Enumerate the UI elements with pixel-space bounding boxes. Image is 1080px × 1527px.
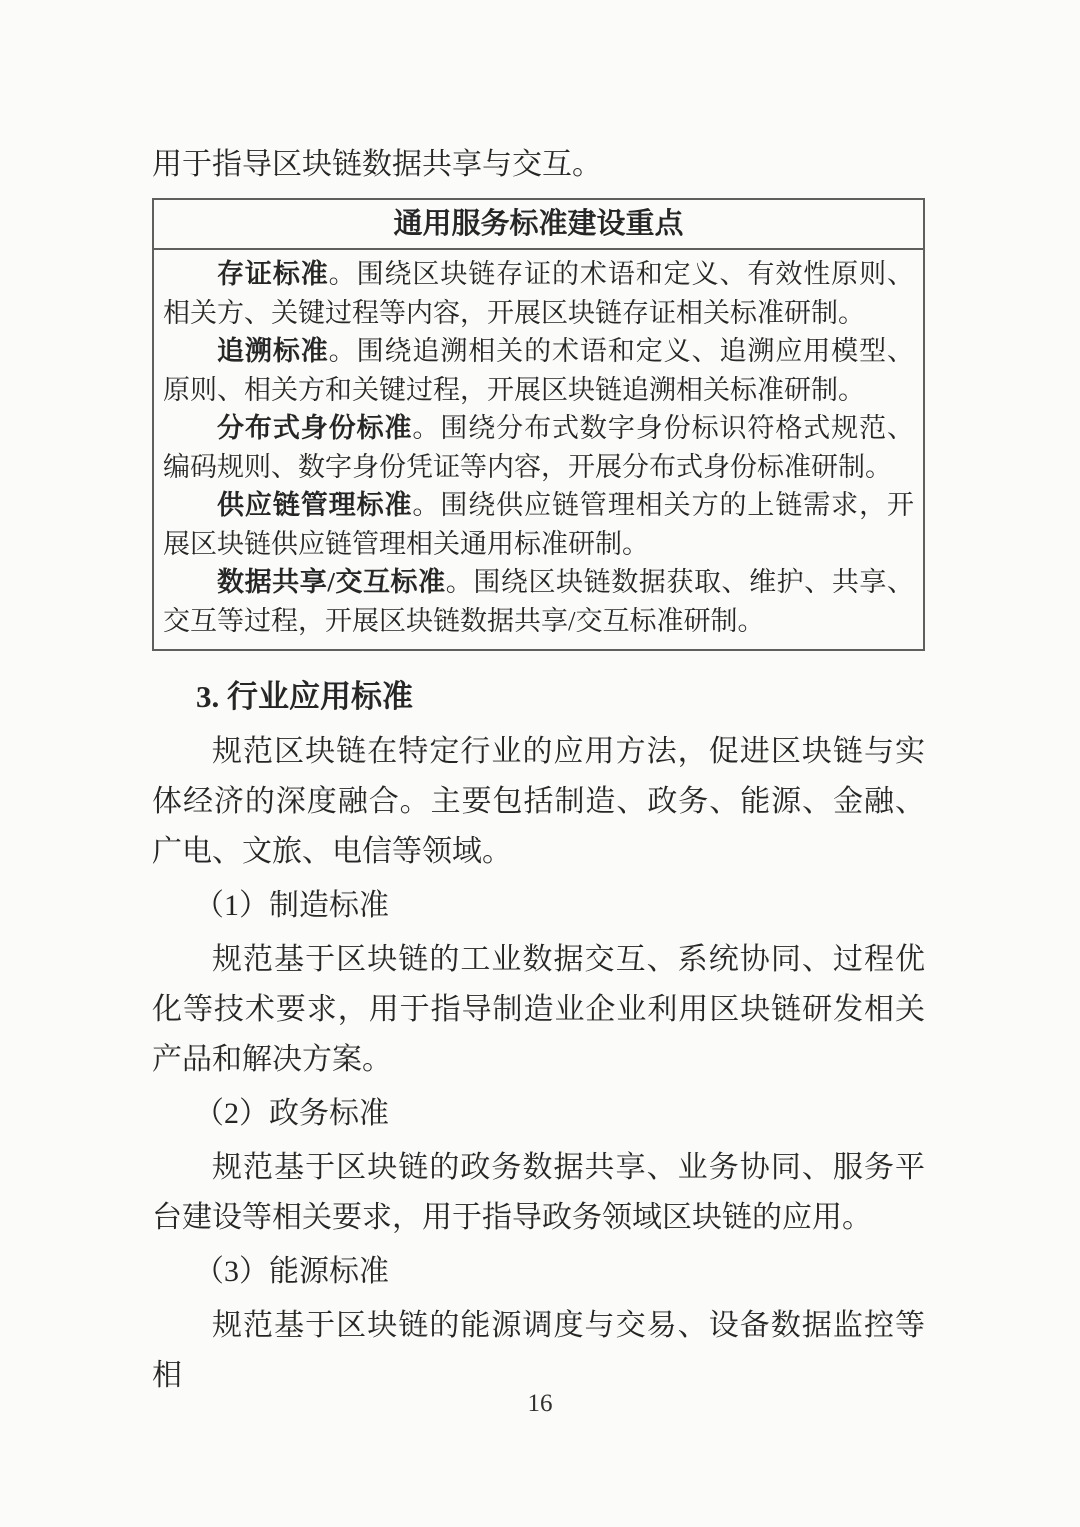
key-point-term: 供应链管理标准 <box>217 490 413 520</box>
key-point-description: 围绕分布式数字身份标识符格式规范、编码规则、数字身份凭证等内容，开展分布式身份标准研制。 <box>163 413 915 482</box>
key-points-box <box>152 198 925 651</box>
key-point-description: 围绕追溯相关的术语和定义、追溯应用模型、原则、相关方和关键过程，开展区块链追溯相关标准研制。 <box>163 336 915 405</box>
key-point-separator: 。 <box>412 490 441 520</box>
key-point-separator: 。 <box>328 259 357 289</box>
key-point-separator: 。 <box>412 413 441 443</box>
key-point-description: 围绕区块链数据获取、维护、共享、交互等过程，开展区块链数据共享/交互标准研制。 <box>163 567 915 636</box>
key-point-separator: 。 <box>445 567 474 597</box>
section-heading-industry-application-standards: 3. 行业应用标准 <box>196 679 413 714</box>
key-points-box-body <box>154 250 923 649</box>
key-point-item <box>163 332 914 409</box>
industry-lead-paragraph: 规范区块链在特定行业的应用方法，促进区块链与实体经济的深度融合。主要包括制造、政务、能源、金融、广电、文旅、电信等领域。 <box>152 735 925 868</box>
key-points-box-title: 通用服务标准建设重点 <box>154 200 923 250</box>
key-point-description: 围绕区块链存证的术语和定义、有效性原则、相关方、关键过程等内容，开展区块链存证相关标准研制。 <box>163 259 915 328</box>
page-number: 16 <box>527 1390 553 1417</box>
subsection-paragraph-manufacturing: 规范基于区块链的工业数据交互、系统协同、过程优化等技术要求，用于指导制造业企业利用区块链研发相关产品和解决方案。 <box>152 943 925 1076</box>
key-point-separator: 。 <box>328 336 357 366</box>
key-point-item <box>163 255 914 332</box>
key-point-term: 追溯标准 <box>217 336 329 366</box>
subsection-heading-energy: （3）能源标准 <box>194 1255 389 1288</box>
subsection-heading-government-affairs: （2）政务标准 <box>194 1097 389 1130</box>
key-point-term: 分布式身份标准 <box>217 413 413 443</box>
key-point-description: 围绕供应链管理相关方的上链需求，开展区块链供应链管理相关通用标准研制。 <box>163 490 915 559</box>
key-point-term: 存证标准 <box>217 259 329 289</box>
key-point-item <box>163 563 914 640</box>
subsection-paragraph-government-affairs: 规范基于区块链的政务数据共享、业务协同、服务平台建设等相关要求，用于指导政务领域区块链的应用。 <box>152 1151 925 1234</box>
key-point-item <box>163 486 914 563</box>
key-point-item <box>163 409 914 486</box>
subsection-paragraph-energy: 规范基于区块链的能源调度与交易、设备数据监控等相 <box>152 1309 925 1392</box>
intro-continuation-paragraph: 用于指导区块链数据共享与交互。 <box>152 148 602 181</box>
key-point-term: 数据共享/交互标准 <box>217 567 446 597</box>
subsection-heading-manufacturing: （1）制造标准 <box>194 889 389 922</box>
